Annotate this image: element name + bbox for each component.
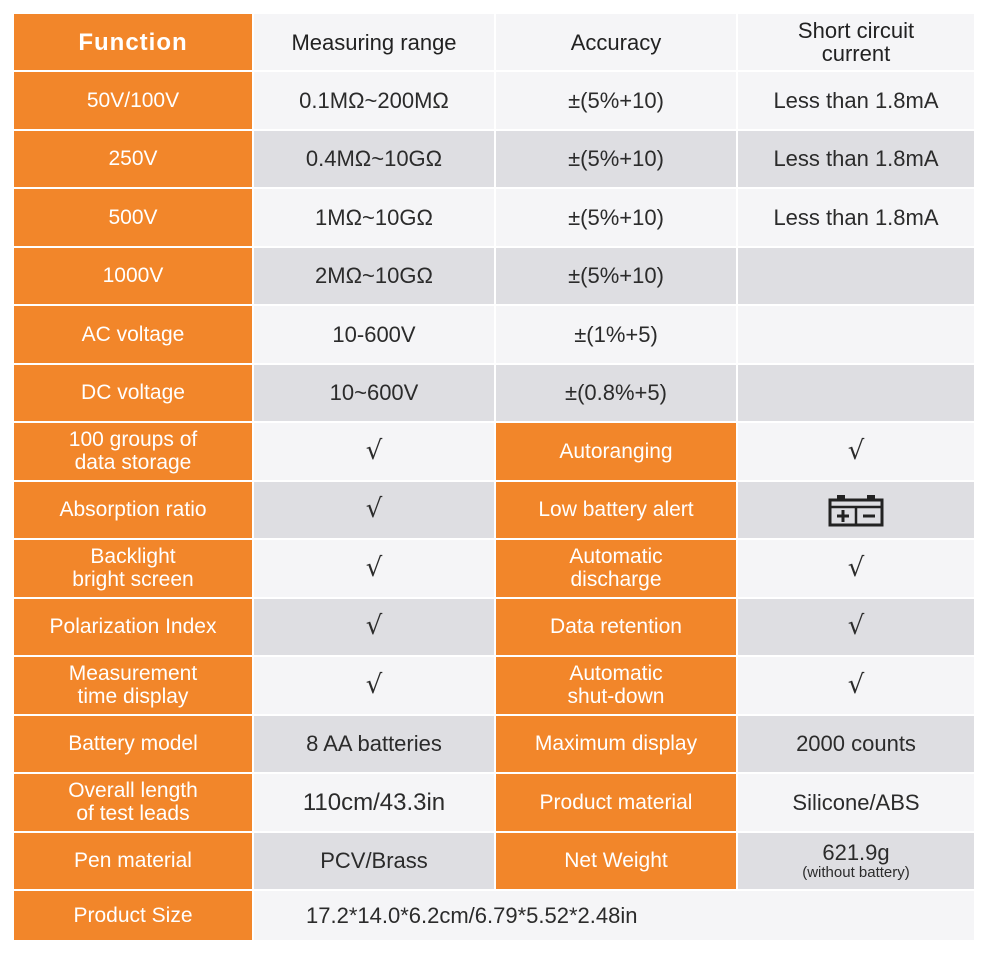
- feature-value: 110cm/43.3in: [254, 774, 496, 833]
- accuracy-value: ±(1%+5): [496, 306, 738, 365]
- short-circuit-value: Less than 1.8mA: [738, 72, 976, 131]
- feature-label: Net Weight: [496, 833, 738, 892]
- header-accuracy: Accuracy: [496, 14, 738, 72]
- feature-label-line2: time display: [77, 685, 189, 709]
- header-short-circuit-current: [738, 14, 976, 72]
- feature-label: [14, 540, 254, 599]
- feature-value: 2000 counts: [738, 716, 976, 775]
- feature-label-line1: Overall length: [68, 779, 198, 803]
- function-label: 50V/100V: [14, 72, 254, 131]
- feature-label: Data retention: [496, 599, 738, 658]
- short-circuit-value: Less than 1.8mA: [738, 189, 976, 248]
- feature-label: [14, 657, 254, 716]
- short-circuit-value: [738, 365, 976, 424]
- range-value: 0.4MΩ~10GΩ: [254, 131, 496, 190]
- feature-label: [496, 423, 738, 482]
- feature-value: 8 AA batteries: [254, 716, 496, 775]
- feature-value: √: [738, 423, 976, 482]
- feature-label-line1: Automatic: [569, 545, 663, 569]
- feature-label: [14, 423, 254, 482]
- feature-label-line2: of test leads: [76, 802, 190, 826]
- feature-label: Battery model: [14, 716, 254, 775]
- net-weight-note: (without battery): [802, 863, 910, 881]
- net-weight-value: 621.9g: [822, 839, 890, 865]
- feature-label: [496, 657, 738, 716]
- feature-label-line2: bright screen: [72, 568, 194, 592]
- feature-label: Polarization Index: [14, 599, 254, 658]
- function-label: DC voltage: [14, 365, 254, 424]
- header-measuring-range: Measuring range: [254, 14, 496, 72]
- feature-label: Maximum display: [496, 716, 738, 775]
- feature-label-line2: discharge: [570, 568, 662, 592]
- range-value: 0.1MΩ~200MΩ: [254, 72, 496, 131]
- header-function: Function: [14, 14, 254, 72]
- feature-value: √: [254, 599, 496, 658]
- feature-label-line1: Measurement: [68, 662, 198, 686]
- feature-value: √: [254, 423, 496, 482]
- function-label: AC voltage: [14, 306, 254, 365]
- range-value: 2MΩ~10GΩ: [254, 248, 496, 307]
- feature-value: √: [738, 657, 976, 716]
- feature-label-line1: Autoranging: [559, 439, 673, 463]
- feature-value: [738, 833, 976, 892]
- spec-table: [14, 14, 976, 942]
- battery-icon: [827, 493, 885, 527]
- header-short-line2: current: [821, 41, 891, 66]
- feature-label-line2: data storage: [74, 451, 192, 475]
- range-value: 10-600V: [254, 306, 496, 365]
- range-value: 1MΩ~10GΩ: [254, 189, 496, 248]
- short-circuit-value: [738, 248, 976, 307]
- feature-label-line1: Backlight: [90, 545, 176, 569]
- feature-value: √: [254, 540, 496, 599]
- function-label: 500V: [14, 189, 254, 248]
- accuracy-value: ±(5%+10): [496, 189, 738, 248]
- accuracy-value: ±(0.8%+5): [496, 365, 738, 424]
- product-size-value: 17.2*14.0*6.2cm/6.79*5.52*2.48in: [254, 891, 976, 942]
- feature-value: √: [254, 482, 496, 541]
- feature-label: Absorption ratio: [14, 482, 254, 541]
- feature-value: √: [738, 599, 976, 658]
- accuracy-value: ±(5%+10): [496, 248, 738, 307]
- short-circuit-value: [738, 306, 976, 365]
- feature-value: Silicone/ABS: [738, 774, 976, 833]
- feature-label: [496, 540, 738, 599]
- feature-label-line1: Automatic: [569, 662, 663, 686]
- feature-label: Product material: [496, 774, 738, 833]
- feature-label: Pen material: [14, 833, 254, 892]
- accuracy-value: ±(5%+10): [496, 131, 738, 190]
- feature-value: PCV/Brass: [254, 833, 496, 892]
- short-circuit-value: Less than 1.8mA: [738, 131, 976, 190]
- accuracy-value: ±(5%+10): [496, 72, 738, 131]
- function-label: 1000V: [14, 248, 254, 307]
- feature-label-line2: shut-down: [567, 685, 665, 709]
- range-value: 10~600V: [254, 365, 496, 424]
- feature-label: Low battery alert: [496, 482, 738, 541]
- feature-value: √: [738, 540, 976, 599]
- product-size-label: Product Size: [14, 891, 254, 942]
- header-short-line1: Short circuit: [797, 18, 915, 43]
- feature-label: [14, 774, 254, 833]
- feature-value: √: [254, 657, 496, 716]
- feature-label-line1: 100 groups of: [68, 428, 198, 452]
- function-label: 250V: [14, 131, 254, 190]
- feature-value: [738, 482, 976, 541]
